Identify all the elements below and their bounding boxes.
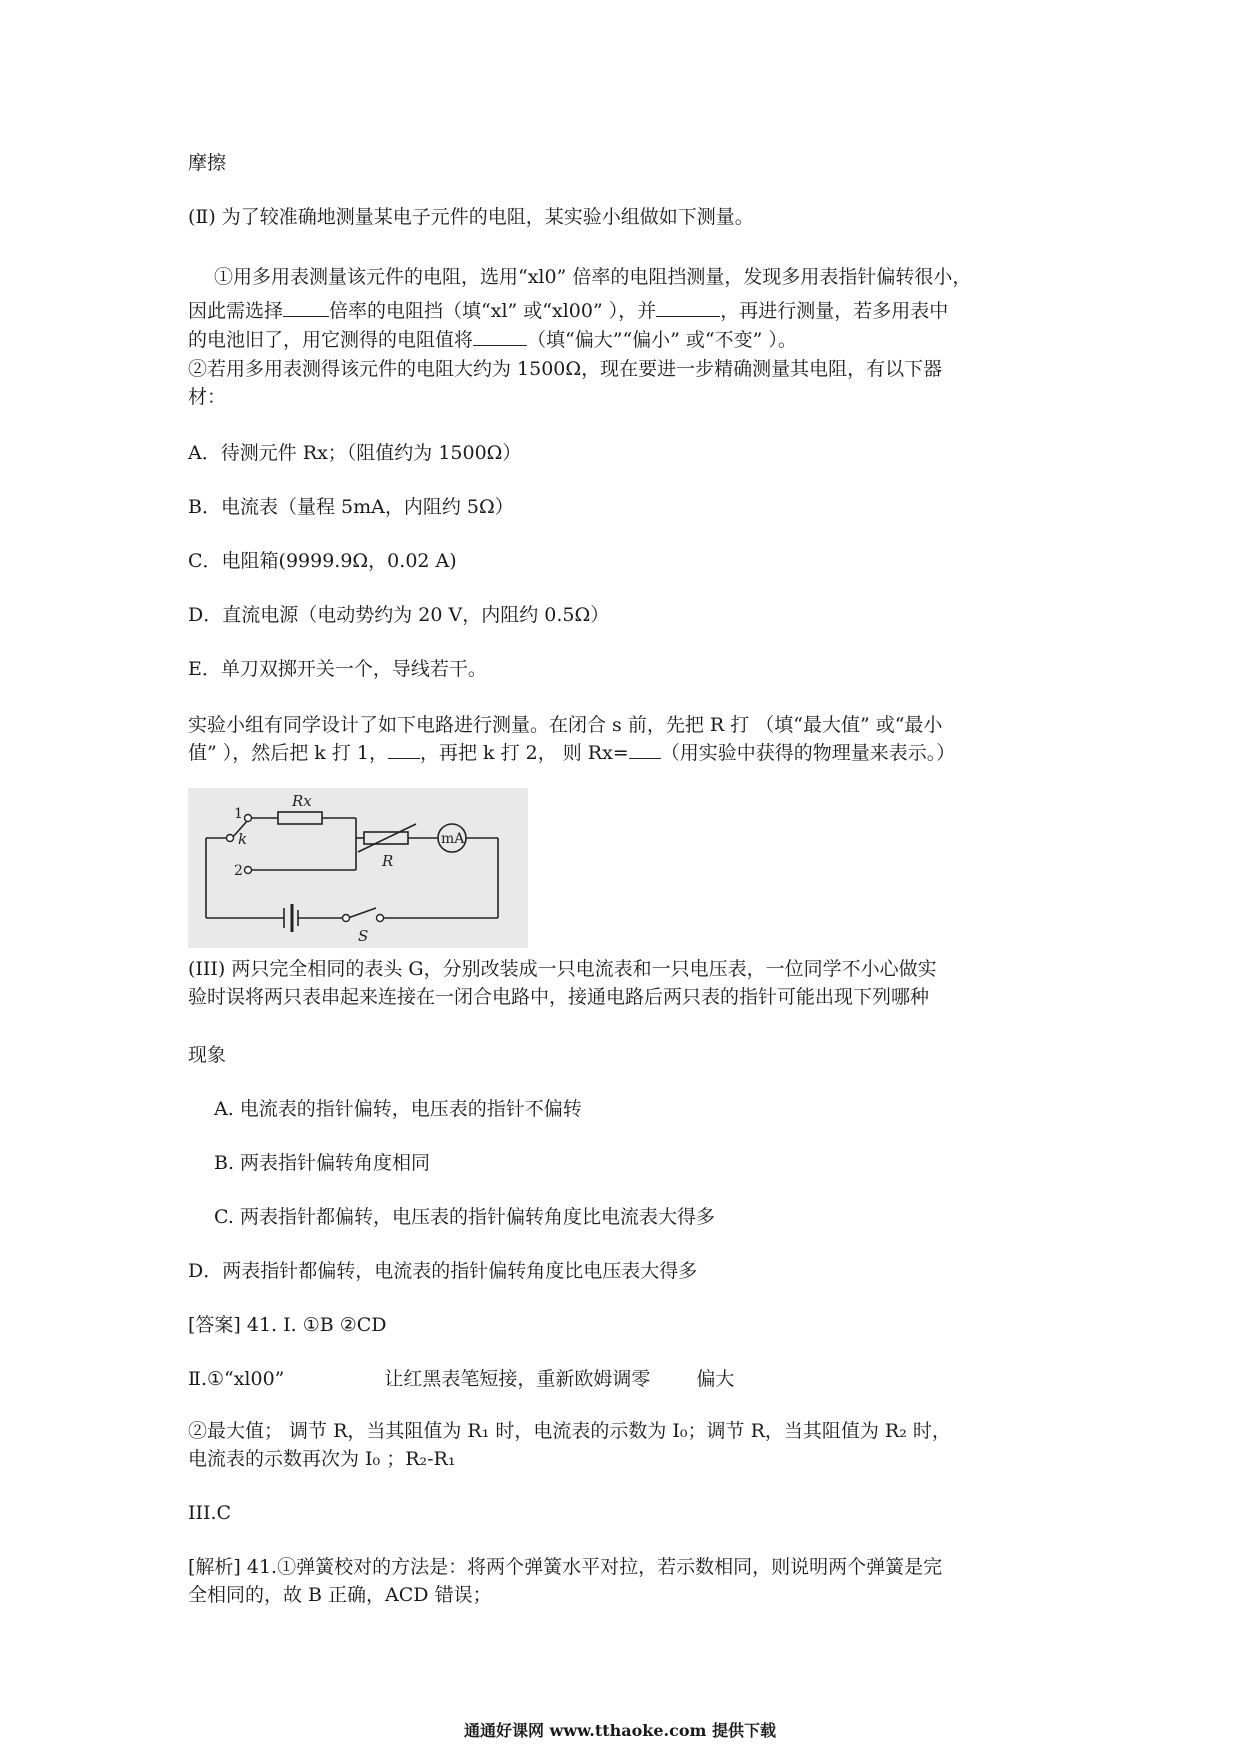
- text-fragment: 因此需选择: [188, 300, 284, 322]
- choice-b: B. 两表指针偏转角度相同: [214, 1152, 431, 1174]
- section-heading: (Ⅱ) 为了较准确地测量某电子元件的电阻，某实验小组做如下测量。: [188, 206, 754, 228]
- answer-fragment: 让红黑表笔短接，重新欧姆调零: [384, 1368, 651, 1390]
- answer-blank: [629, 740, 661, 759]
- answer-blank: [283, 298, 329, 317]
- text-line: 验时误将两只表串起来连接在一闭合电路中，接通电路后两只表的指针可能出现下列哪种: [188, 986, 930, 1008]
- choice-a: A. 电流表的指针偏转，电压表的指针不偏转: [214, 1098, 582, 1120]
- option-c: C．电阻箱(9999.9Ω，0.02 A): [188, 550, 457, 572]
- option-b: B．电流表（量程 5mA，内阻约 5Ω）: [188, 496, 514, 518]
- text-fragment: 倍率的电阻挡（填“xl” 或“xl00” ），并: [329, 300, 657, 322]
- section-heading: (III) 两只完全相同的表头 G，分别改装成一只电流表和一只电压表，一位同学不小心做实: [188, 958, 937, 980]
- answer-line: [188, 1366, 734, 1392]
- text-line: ①用多用表测量该元件的电阻，选用“xl0” 倍率的电阻挡测量，发现多用表指针偏转很小，: [214, 266, 972, 288]
- analysis-line: [解析] 41.①弹簧校对的方法是：将两个弹簧水平对拉，若示数相同，则说明两个弹簧是完: [188, 1556, 943, 1578]
- option-a: A．待测元件 Rx；（阻值约为 1500Ω）: [188, 442, 522, 464]
- terminal-1: [245, 815, 252, 822]
- label-rx: Rx: [292, 792, 312, 810]
- circuit-svg: [188, 788, 528, 948]
- answer-blank: [388, 740, 420, 759]
- answer-line: III.C: [188, 1502, 232, 1524]
- text-line: [188, 298, 948, 324]
- text-line: 实验小组有同学设计了如下电路进行测量。在闭合 s 前，先把 R 打 （填“最大值” 或“最小: [188, 714, 943, 736]
- answer-fragment: 偏大: [696, 1368, 735, 1390]
- terminal-2: [245, 867, 252, 874]
- option-d: D．直流电源（电动势约为 20 V，内阻约 0.5Ω）: [188, 604, 610, 626]
- choice-d: D．两表指针都偏转，电流表的指针偏转角度比电压表大得多: [188, 1260, 698, 1282]
- answer-blank: [656, 298, 720, 317]
- text-fragment: （用实验中获得的物理量来表示。）: [660, 742, 956, 764]
- text-fragment: ，再把 k 打 2， 则 Rx=: [419, 742, 629, 764]
- text-fragment: 值” ），然后把 k 打 1，: [188, 742, 388, 764]
- text-fragment: ，再进行测量，若多用表中: [720, 300, 949, 322]
- option-e: E．单刀双掷开关一个，导线若干。: [188, 658, 487, 680]
- text-line: 现象: [188, 1044, 227, 1066]
- text-line: [188, 740, 955, 766]
- page-footer: 通通好课网 www.tthaoke.com 提供下载: [463, 1721, 777, 1740]
- choice-c: C. 两表指针都偏转，电压表的指针偏转角度比电流表大得多: [214, 1206, 715, 1228]
- answer-line: 电流表的示数再次为 I₀ ；R₂-R₁: [188, 1448, 456, 1470]
- text-line: 摩擦: [188, 152, 227, 174]
- answer-line: [答案] 41. Ⅰ. ①B ②CD: [188, 1314, 387, 1336]
- text-line: 材：: [188, 386, 227, 408]
- label-s: S: [358, 927, 369, 945]
- text-line: [188, 327, 797, 353]
- label-terminal-1: 1: [234, 806, 243, 822]
- analysis-line: 全相同的，故 B 正确，ACD 错误；: [188, 1584, 492, 1606]
- circuit-diagram: [188, 788, 528, 948]
- resistor-rx: [278, 812, 322, 824]
- label-r: R: [382, 852, 394, 870]
- label-ma: mA: [441, 831, 465, 847]
- answer-fragment: Ⅱ.①“xl00”: [188, 1368, 285, 1390]
- text-fragment: 的电池旧了，用它测得的电阻值将: [188, 329, 474, 351]
- text-line: ②若用多用表测得该元件的电阻大约为 1500Ω，现在要进一步精确测量其电阻，有以下器: [188, 358, 943, 380]
- label-k: k: [238, 830, 248, 848]
- text-fragment: （填“偏大”“偏小” 或“不变” ）。: [527, 329, 797, 351]
- answer-blank: [473, 327, 527, 346]
- label-terminal-2: 2: [234, 863, 243, 879]
- answer-line: ②最大值； 调节 R，当其阻值为 R₁ 时，电流表的示数为 I₀；调节 R，当其阻值为 R₂ 时，: [188, 1420, 951, 1442]
